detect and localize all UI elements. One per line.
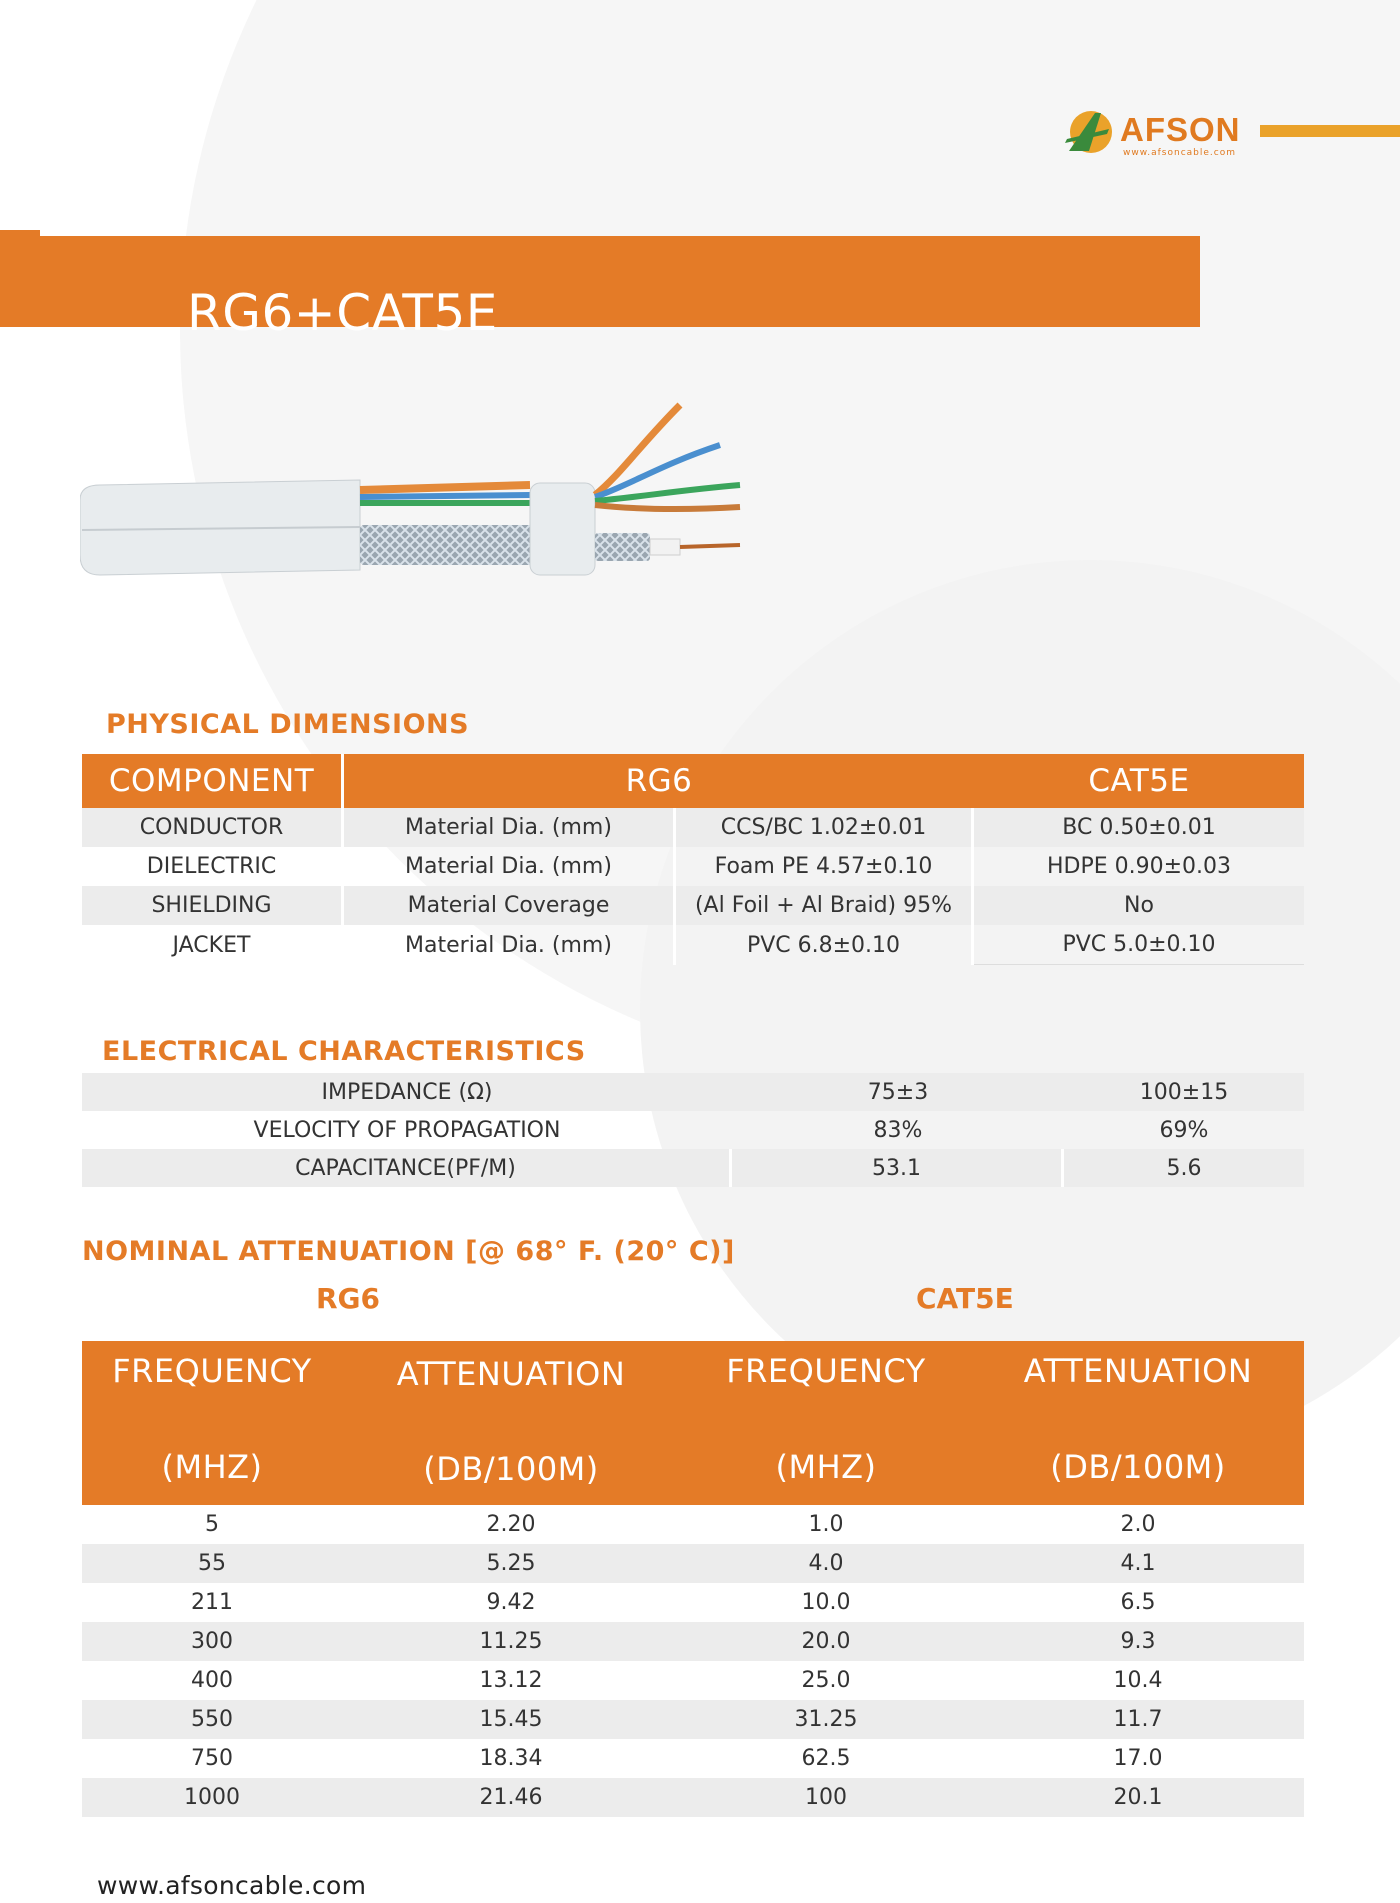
cell-cat5e-attenuation: 20.1: [972, 1778, 1304, 1817]
header-line-2: (DB/100M): [423, 1450, 599, 1488]
cell-cat5e-value: 69%: [1159, 1117, 1209, 1143]
table-row: [82, 808, 1304, 847]
attenuation-rg6-label: RG6: [316, 1282, 381, 1315]
cell-cat5e-attenuation: 6.5: [1120, 1590, 1156, 1615]
title-banner: [0, 236, 1200, 342]
brand-name: AFSON: [1120, 111, 1241, 148]
cell-cat5e-attenuation: 11.7: [972, 1700, 1304, 1739]
cell-cat5e-attenuation: 17.0: [1113, 1746, 1163, 1771]
attenuation-header-row: [82, 1341, 1304, 1505]
table-row: [82, 1583, 1304, 1622]
header-rg6-frequency: [82, 1341, 342, 1505]
cell-parameter: Material Dia. (mm): [344, 808, 676, 847]
cell-cat5e-frequency: 25.0: [801, 1668, 851, 1693]
header-line-2: (MHZ): [161, 1448, 263, 1486]
table-row: [82, 1661, 1304, 1700]
electrical-characteristics-table: [82, 1073, 1304, 1187]
cell-cat5e-frequency: 20.0: [680, 1622, 972, 1661]
table-row: [82, 1111, 1304, 1149]
cell-rg6-attenuation: 2.20: [486, 1512, 536, 1537]
footer-url[interactable]: www.afsoncable.com: [97, 1871, 367, 1900]
cell-cat5e-frequency: 62.5: [801, 1746, 851, 1771]
header-line-1: ATTENUATION: [1023, 1352, 1253, 1390]
table-row: [82, 1700, 1304, 1739]
cell-cat5e-value: HDPE 0.90±0.03: [1046, 854, 1232, 879]
attenuation-cat5e-label: CAT5E: [916, 1282, 1014, 1315]
header-line-1: FREQUENCY: [726, 1352, 926, 1390]
header-cat5e-frequency: [680, 1341, 972, 1505]
cable-illustration: [80, 385, 760, 585]
cell-rg6-frequency: 5: [205, 1512, 219, 1537]
table-row: [82, 1149, 1304, 1187]
cell-rg6-attenuation: 9.42: [486, 1590, 536, 1615]
cell-parameter: Material Dia. (mm): [344, 925, 676, 965]
cell-cat5e-value: No: [974, 886, 1304, 925]
header-line-1: ATTENUATION: [396, 1355, 626, 1393]
page-title: RG6+CAT5E: [187, 283, 498, 342]
cell-parameter: Material Dia. (mm): [344, 847, 676, 886]
header-rg6: RG6: [344, 754, 974, 808]
cell-cat5e-attenuation: 10.4: [1113, 1668, 1163, 1693]
header-rg6-attenuation: [342, 1341, 680, 1505]
cell-cat5e-frequency: 4.0: [680, 1544, 972, 1583]
cell-rg6-attenuation: 21.46: [342, 1778, 680, 1817]
brand-logo: [1065, 105, 1241, 161]
cell-cat5e-attenuation: 2.0: [1120, 1512, 1156, 1537]
table-row: [82, 847, 1304, 886]
physical-header-row: [82, 754, 1304, 808]
cell-rg6-value: (Al Foil + Al Braid) 95%: [676, 886, 974, 925]
cell-component: DIELECTRIC: [82, 847, 344, 886]
cell-cat5e-frequency: 31.25: [680, 1700, 972, 1739]
header-line-2: (DB/100M): [1050, 1448, 1226, 1486]
cell-rg6-attenuation: 13.12: [479, 1668, 543, 1693]
header-line-1: FREQUENCY: [112, 1352, 312, 1390]
cell-parameter: VELOCITY OF PROPAGATION: [253, 1117, 561, 1143]
cell-cat5e-frequency: 100: [680, 1778, 972, 1817]
cell-component: CONDUCTOR: [82, 808, 344, 847]
cell-cat5e-attenuation: 9.3: [972, 1622, 1304, 1661]
electrical-characteristics-heading: ELECTRICAL CHARACTERISTICS: [102, 1036, 586, 1067]
cell-rg6-frequency: 550: [82, 1700, 342, 1739]
cell-cat5e-value: 5.6: [1064, 1149, 1304, 1187]
cell-rg6-value: Foam PE 4.57±0.10: [676, 847, 974, 886]
cell-rg6-frequency: 211: [191, 1590, 233, 1615]
table-row: [82, 1739, 1304, 1778]
cell-rg6-frequency: 1000: [82, 1778, 342, 1817]
cell-rg6-attenuation: 11.25: [342, 1622, 680, 1661]
cell-cat5e-frequency: 1.0: [808, 1512, 844, 1537]
cell-cat5e-value: PVC 5.0±0.10: [974, 925, 1304, 965]
cell-cat5e-attenuation: 4.1: [972, 1544, 1304, 1583]
cell-rg6-frequency: 400: [191, 1668, 233, 1693]
cell-rg6-attenuation: 18.34: [479, 1746, 543, 1771]
cell-component: JACKET: [82, 925, 344, 965]
cell-cat5e-value: 100±15: [1064, 1073, 1304, 1111]
cell-rg6-frequency: 750: [191, 1746, 233, 1771]
header-accent-line: [1260, 125, 1400, 137]
cell-rg6-value: 75±3: [732, 1073, 1064, 1111]
cell-rg6-value: 53.1: [732, 1149, 1064, 1187]
table-row: [82, 1544, 1304, 1583]
nominal-attenuation-heading: NOMINAL ATTENUATION [@ 68° F. (20° C)]: [82, 1236, 735, 1267]
cell-parameter: IMPEDANCE (Ω): [82, 1073, 732, 1111]
brand-url: www.afsoncable.com: [1123, 148, 1236, 158]
physical-dimensions-heading: PHYSICAL DIMENSIONS: [106, 709, 470, 740]
cell-rg6-value: CCS/BC 1.02±0.01: [676, 808, 974, 847]
cell-cat5e-value: BC 0.50±0.01: [974, 808, 1304, 847]
cell-rg6-attenuation: 15.45: [342, 1700, 680, 1739]
cell-rg6-attenuation: 5.25: [342, 1544, 680, 1583]
table-row: [82, 1622, 1304, 1661]
cell-rg6-frequency: 55: [82, 1544, 342, 1583]
table-row: [82, 1505, 1304, 1544]
table-row: [82, 1778, 1304, 1817]
cell-parameter: CAPACITANCE(PF/M): [82, 1149, 732, 1187]
attenuation-table: [82, 1341, 1304, 1817]
header-cat5e: CAT5E: [974, 754, 1304, 808]
header-line-2: (MHZ): [775, 1448, 877, 1486]
cell-cat5e-frequency: 10.0: [801, 1590, 851, 1615]
table-row: [82, 925, 1304, 965]
cell-rg6-frequency: 300: [82, 1622, 342, 1661]
header-component: COMPONENT: [82, 754, 344, 808]
header-cat5e-attenuation: [972, 1341, 1304, 1505]
table-row: [82, 886, 1304, 925]
table-row: [82, 1073, 1304, 1111]
cell-component: SHIELDING: [82, 886, 344, 925]
cell-rg6-value: 83%: [873, 1117, 923, 1143]
afson-logo-icon: [1065, 105, 1121, 161]
cell-parameter: Material Coverage: [344, 886, 676, 925]
physical-dimensions-table: [82, 754, 1304, 965]
cell-rg6-value: PVC 6.8±0.10: [676, 925, 974, 965]
